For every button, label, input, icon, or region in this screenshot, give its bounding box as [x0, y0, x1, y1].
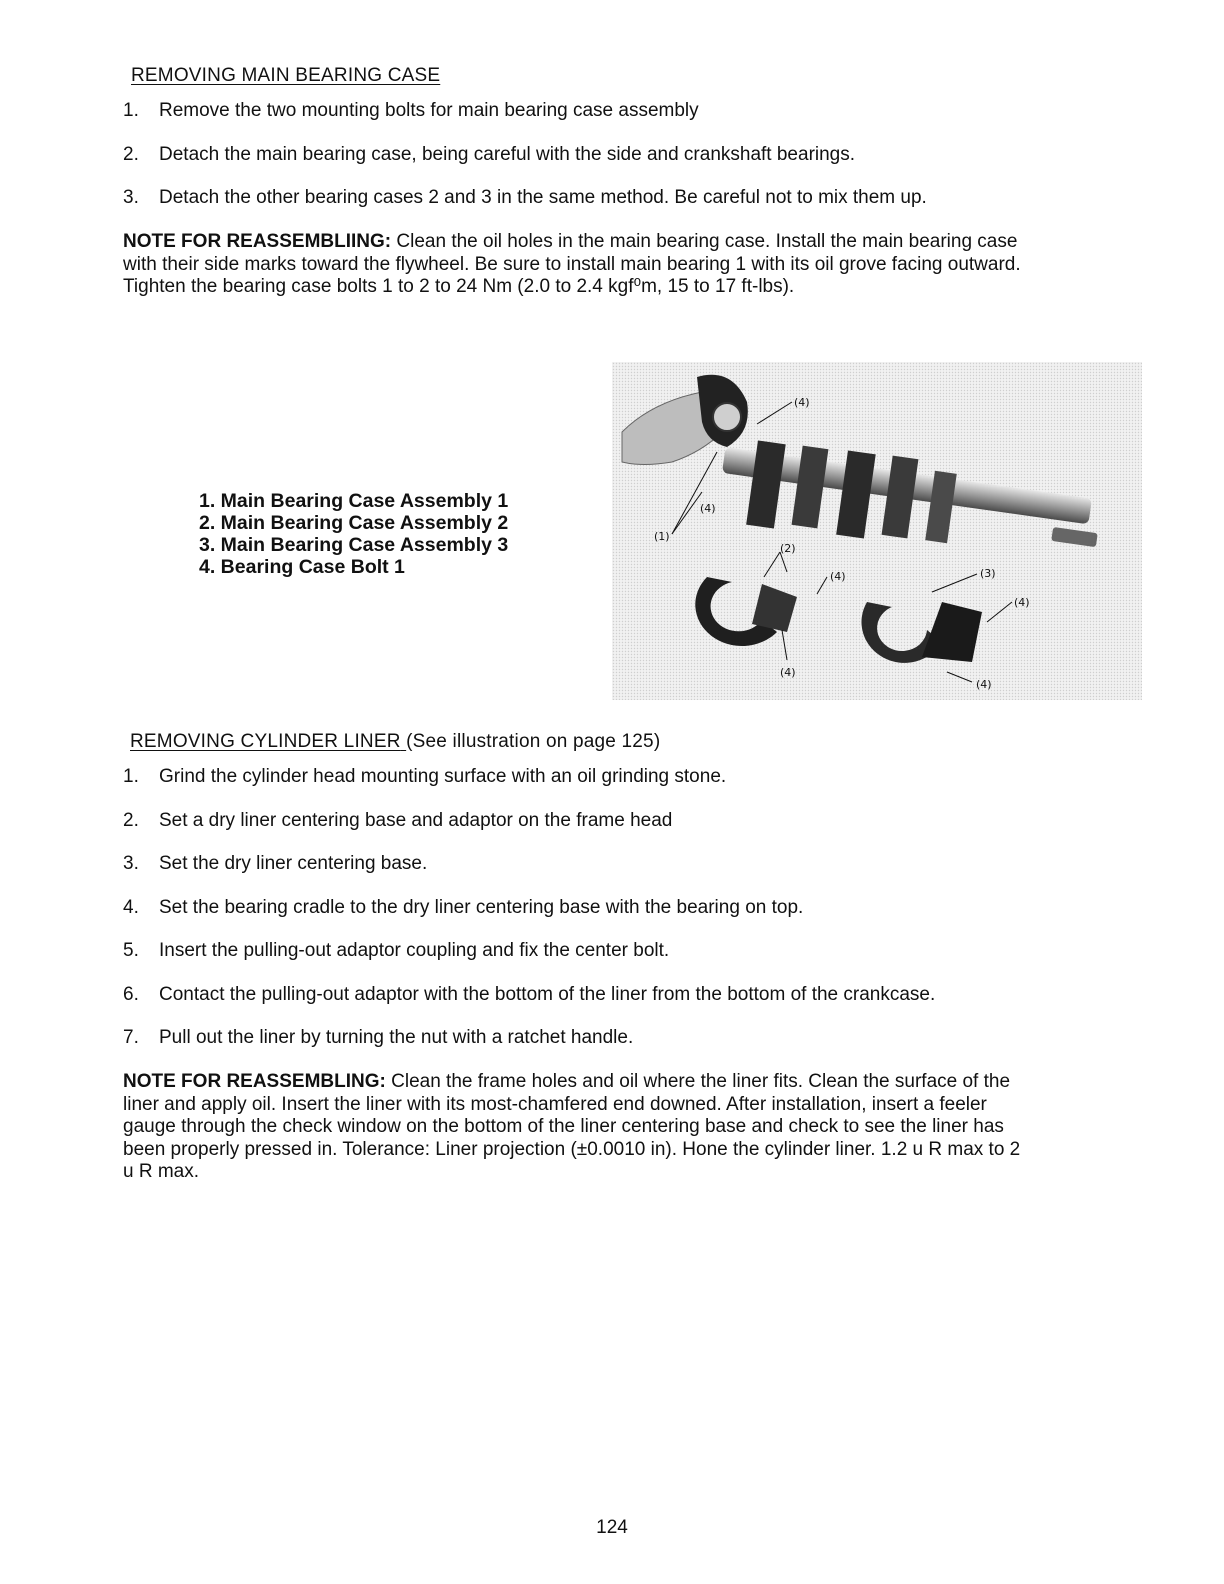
- step-item: [123, 766, 1083, 788]
- crankshaft-illustration: [612, 362, 1142, 700]
- callout-label: (2): [780, 542, 796, 555]
- note-label: NOTE FOR REASSEMBLING:: [123, 1071, 386, 1092]
- step-number: 5.: [123, 940, 139, 961]
- callout-label: (4): [780, 666, 796, 679]
- step-item: [123, 984, 1083, 1006]
- section-heading-reference: (See illustration on page 125): [406, 731, 661, 752]
- reassembly-note: [123, 231, 1028, 299]
- step-text: Insert the pulling-out adaptor coupling and fix the center bolt.: [159, 940, 670, 961]
- section-heading-text: REMOVING CYLINDER LINER: [130, 731, 401, 752]
- step-number: 2.: [123, 810, 139, 831]
- step-item: [123, 1027, 1083, 1049]
- caption-item: 4. Bearing Case Bolt 1: [199, 556, 405, 578]
- step-number: 6.: [123, 984, 139, 1005]
- step-text: Set the bearing cradle to the dry liner centering base with the bearing on top.: [159, 897, 804, 918]
- caption-item: 2. Main Bearing Case Assembly 2: [199, 512, 509, 534]
- step-item: [123, 853, 1083, 875]
- step-item: [123, 100, 1083, 122]
- step-text: Grind the cylinder head mounting surface with an oil grinding stone.: [159, 766, 727, 787]
- section-heading-main-bearing: REMOVING MAIN BEARING CASE: [131, 65, 441, 86]
- step-text: Remove the two mounting bolts for main bearing case assembly: [159, 100, 699, 121]
- step-text: Set a dry liner centering base and adaptor on the frame head: [159, 810, 673, 831]
- page-number: 124: [596, 1517, 628, 1538]
- step-number: 7.: [123, 1027, 139, 1048]
- step-number: 3.: [123, 187, 139, 208]
- step-number: 4.: [123, 897, 139, 918]
- step-text: Set the dry liner centering base.: [159, 853, 428, 874]
- reassembly-note: [123, 1071, 1023, 1184]
- step-item: [123, 897, 1083, 919]
- callout-label: (4): [1014, 596, 1030, 609]
- callout-label: (4): [976, 678, 992, 691]
- crankshaft-bearing-photo: [612, 362, 1142, 700]
- callout-label: (4): [830, 570, 846, 583]
- step-number: 1.: [123, 766, 139, 787]
- step-text: Pull out the liner by turning the nut with a ratchet handle.: [159, 1027, 634, 1048]
- step-number: 1.: [123, 100, 139, 121]
- step-text: Detach the other bearing cases 2 and 3 in the same method. Be careful not to mix them up.: [159, 187, 927, 208]
- note-text: Clean the oil holes in the main bearing case. Install the main bearing case with their side marks toward the flywheel. Be sure to install main bearing 1 with its oil grove facing outward. Tighten the bearing case bolts 1 to 2 to 24 Nm (2.0 to 2.4 kgf⁰m, 15 to 17 ft-lbs).: [123, 231, 1021, 297]
- note-text: Clean the frame holes and oil where the liner fits. Clean the surface of the liner and apply oil. Insert the liner with its most-chamfered end downed. After installation, insert a feeler gauge through the check window on the bottom of the liner centering base and check to see the liner has been properly pressed in. Tolerance: Liner projection (±0.0010 in). Hone the cylinder liner. 1.2 u R max to 2 u R max.: [123, 1071, 1021, 1182]
- section-heading-cylinder-liner: [130, 731, 660, 753]
- caption-item: 3. Main Bearing Case Assembly 3: [199, 534, 509, 556]
- callout-label: (4): [700, 502, 716, 515]
- callout-label: (1): [654, 530, 670, 543]
- step-text: Detach the main bearing case, being careful with the side and crankshaft bearings.: [159, 144, 856, 165]
- callout-label: (4): [794, 396, 810, 409]
- callout-label: (3): [980, 567, 996, 580]
- step-item: [123, 187, 1083, 209]
- step-text: Contact the pulling-out adaptor with the bottom of the liner from the bottom of the crankcase.: [159, 984, 936, 1005]
- step-item: [123, 940, 1083, 962]
- step-number: 3.: [123, 853, 139, 874]
- caption-item: 1. Main Bearing Case Assembly 1: [199, 490, 509, 512]
- bearing-bore: [713, 403, 741, 431]
- step-number: 2.: [123, 144, 139, 165]
- note-label: NOTE FOR REASSEMBLIING:: [123, 231, 392, 252]
- figure-caption-list: [199, 490, 508, 578]
- step-item: [123, 810, 1083, 832]
- step-item: [123, 144, 1083, 166]
